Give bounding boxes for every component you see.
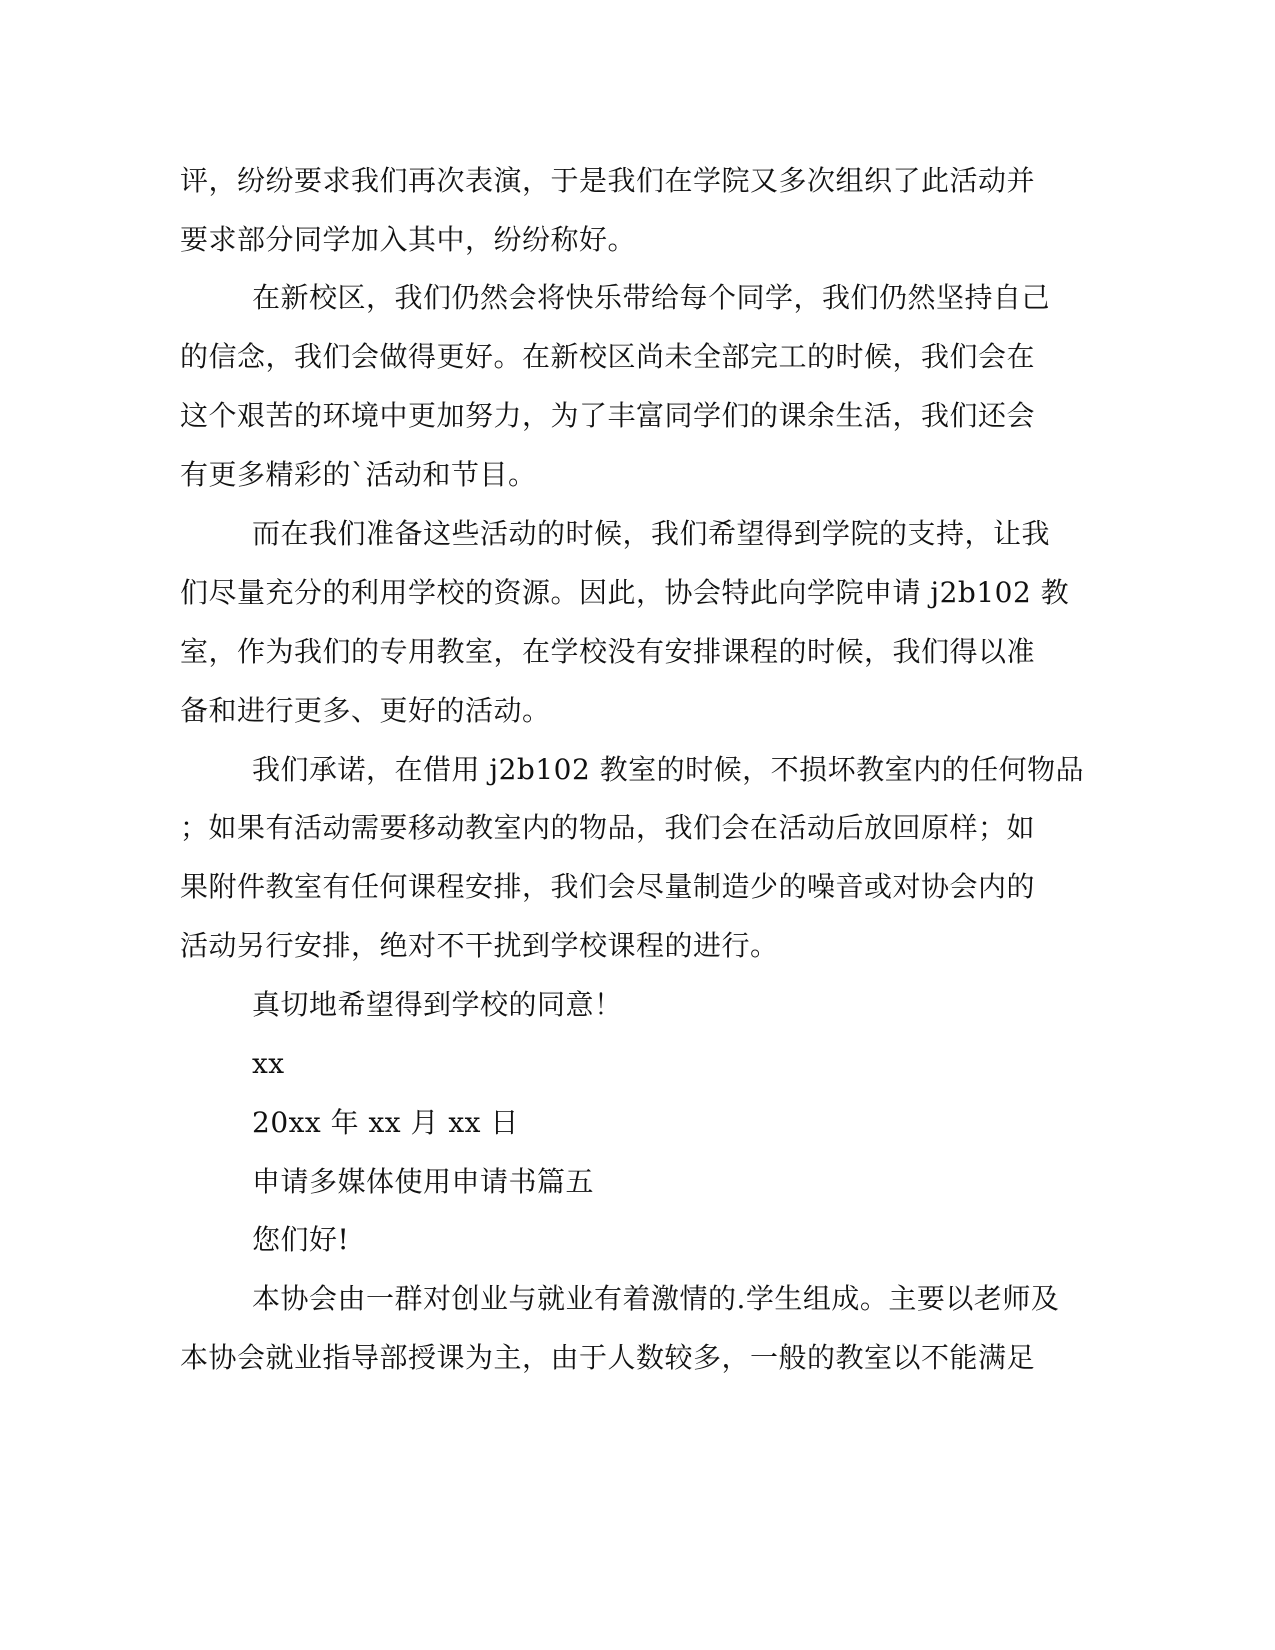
text-line-1: 评，纷纷要求我们再次表演，于是我们在学院又多次组织了此活动并 <box>180 164 1036 197</box>
text-line-7: 而在我们准备这些活动的时候，我们希望得到学院的支持，让我 <box>252 517 1051 550</box>
section-heading: 申请多媒体使用申请书篇五 <box>252 1165 595 1198</box>
signature-name: xx <box>252 1047 285 1080</box>
text-line-11: 我们承诺，在借用 j2b102 教室的时候，不损坏教室内的任何物品 <box>252 753 1085 786</box>
text-line-14: 活动另行安排，绝对不干扰到学校课程的进行。 <box>180 929 779 962</box>
text-line-12: ；如果有活动需要移动教室内的物品，我们会在活动后放回原样；如 <box>180 811 1036 844</box>
text-line-21: 本协会就业指导部授课为主，由于人数较多，一般的教室以不能满足 <box>180 1341 1036 1374</box>
text-line-6: 有更多精彩的`活动和节目。 <box>180 458 537 491</box>
text-line-9: 室，作为我们的专用教室，在学校没有安排课程的时候，我们得以准 <box>180 635 1036 668</box>
text-line-5: 这个艰苦的环境中更加努力，为了丰富同学们的课余生活，我们还会 <box>180 399 1036 432</box>
text-line-8: 们尽量充分的利用学校的资源。因此，协会特此向学院申请 j2b102 教 <box>180 576 1070 609</box>
text-line-20: 本协会由一群对创业与就业有着激情的.学生组成。主要以老师及 <box>252 1282 1060 1315</box>
text-line-2: 要求部分同学加入其中，纷纷称好。 <box>180 223 637 256</box>
text-line-4: 的信念，我们会做得更好。在新校区尚未全部完工的时候，我们会在 <box>180 340 1036 373</box>
text-line-10: 备和进行更多、更好的活动。 <box>180 694 551 727</box>
salutation: 您们好! <box>252 1223 350 1256</box>
text-line-3: 在新校区，我们仍然会将快乐带给每个同学，我们仍然坚持自己 <box>252 281 1051 314</box>
text-line-15: 真切地希望得到学校的同意！ <box>252 988 623 1021</box>
text-line-13: 果附件教室有任何课程安排，我们会尽量制造少的噪音或对协会内的 <box>180 870 1036 903</box>
signature-date: 20xx 年 xx 月 xx 日 <box>252 1106 519 1139</box>
